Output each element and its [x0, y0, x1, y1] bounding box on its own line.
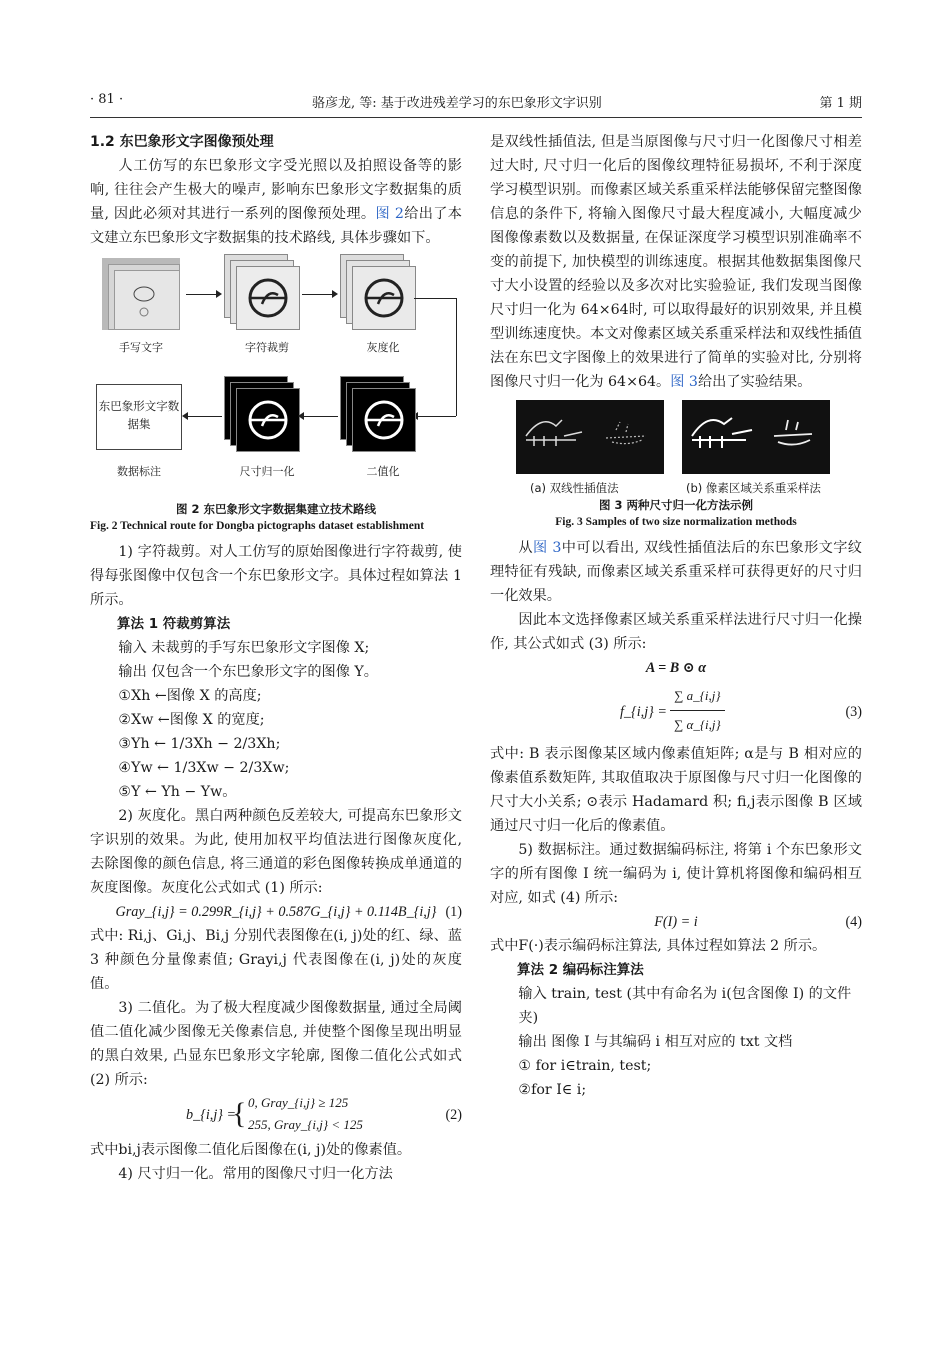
alg1-step-5: ⑤Y ← Yh − Yw。 [118, 784, 237, 800]
label-gray: 灰度化 [366, 341, 400, 354]
fig3-link[interactable]: 图 3 [670, 374, 698, 390]
pictograph-icon [682, 400, 830, 474]
continued-paragraph: 是双线性插值法, 但是当原图像与尺寸归一化图像尺寸相差过大时, 尺寸归一化后的图像纹理特征易损坏, 不利于深度学习模型识别。而像素区域关系重采样法能够保留完整图像信息的条件下, 将输入图像尺寸最大程度减小, 大幅度减少图像像素数以及数据量, 在保证深度学习模型识别准确率不变的前提下, 加快模型的训练速度。根据其他数据集图像尺寸大小设置的经验以及多次对比实验验证, 我们发现当图像尺寸归一化为 64×64时, 可以取得最好的识别效果, 并且模型训练速度快。本文对像素区域关系重采样法和双线性插值法在东巴文字图像上的效果进行了简单的实验对比, 分别将图像尺寸归一化为 64×64。图 3给出了实验结果。 [490, 134, 862, 390]
binary-stack [352, 388, 416, 452]
label-bilinear: (a) 双线性插值法 [530, 481, 619, 495]
arrow-2 [302, 294, 336, 295]
arrow-1 [186, 294, 220, 295]
figure-2 [90, 254, 462, 494]
fig3-link-2[interactable]: 图 3 [532, 540, 562, 556]
label-annotate: 数据标注 [117, 465, 161, 478]
bilinear-sample [516, 400, 664, 474]
equation-1: Gray_{i,j} = 0.299R_{i,j} + 0.587G_{i,j} + 0.114B_{i,j} (1) [115, 904, 462, 920]
gray-paragraph: 2) 灰度化。黑白两种颜色反差较大, 可提高东巴象形文字识别的效果。为此, 使用加权平均值法进行图像灰度化, 去除图像的颜色信息, 将三通道的彩色图像转换成单通道的灰度图像。灰度化公式如式 (1) 所示: [90, 808, 462, 896]
choose-paragraph: 因此本文选择像素区域关系重采样法进行尺寸归一化操作, 其公式如式 (3) 所示: [490, 612, 862, 652]
pictograph-icon [516, 400, 664, 474]
fig3-caption-cn: 图 3 两种尺寸归一化方法示例 [598, 498, 753, 512]
binary-note: 式中bi,j表示图像二值化后图像在(i, j)处的像素值。 [90, 1142, 412, 1158]
fig2-caption-en: Fig. 2 Technical route for Dongba pictographs dataset establishment [90, 520, 425, 532]
alg2-step-2: ②for I∈ i; [518, 1082, 587, 1098]
section-title: 1.2 东巴象形文字图像预处理 [90, 134, 274, 150]
gray-stack [352, 266, 416, 330]
pictograph-icon [353, 389, 415, 451]
arrow-4 [188, 416, 222, 417]
eq3-note: 式中: B 表示图像某区域内像素值矩阵; α是与 B 相对应的像素值系数矩阵, 其取值取决于原图像与尺寸归一化图像的尺寸大小关系; ⊙表示 Hadamard 积; fi,j表示图像 B 区域通过尺寸归一化后的像素值。 [490, 746, 862, 834]
alg1-step-4: ④Yw ← 1/3Xw − 2/3Xw; [118, 760, 290, 776]
alg1-input: 输入 未裁剪的手写东巴象形文字图像 X; [118, 640, 370, 656]
page-number: · 81 · [90, 92, 124, 107]
issue-number: 第 1 期 [819, 96, 862, 111]
figure-3 [490, 400, 862, 496]
alg2-output: 输出 图像 I 与其编码 i 相互对应的 txt 文档 [518, 1034, 793, 1050]
fig2-caption-cn: 图 2 东巴象形文字数据集建立技术路线 [175, 502, 376, 516]
dataset-box: 东巴象形文字数据集 [96, 384, 182, 450]
left-column [90, 130, 462, 1186]
resize-paragraph: 4) 尺寸归一化。常用的图像尺寸归一化方法 [118, 1166, 393, 1182]
pictograph-icon [353, 267, 415, 329]
label-resize: 尺寸归一化 [239, 465, 295, 478]
gray-note: 式中: Ri,j、Gi,j、Bi,j 分别代表图像在(i, j)处的红、绿、蓝 3 种颜色分量像素值; Grayi,j 代表图像在(i, j)处的灰度值。 [90, 928, 462, 992]
binary-paragraph: 3) 二值化。为了极大程度减少图像数据量, 通过全局阈值二值化减少图像无关像素信息, 并使整个图像呈现出明显的黑白效果, 凸显东巴象形文字轮廓, 图像二值化公式如式 (2) 所示: [90, 1000, 462, 1088]
crop-paragraph: 1) 字符裁剪。对人工仿写的原始图像进行字符裁剪, 使得每张图像中仅包含一个东巴象形文字。具体过程如算法 1 所示。 [90, 544, 462, 608]
alg1-step-3: ③Yh ← 1/3Xh − 2/3Xh; [118, 736, 281, 752]
alg1-title: 算法 1 符裁剪算法 [117, 616, 231, 632]
pictograph-icon [237, 389, 299, 451]
photo-stack [102, 258, 180, 330]
arrow-3-head [298, 412, 304, 420]
header-rule [90, 117, 862, 118]
arrow-4-head [182, 412, 188, 420]
annotate-paragraph: 5) 数据标注。通过数据编码标注, 将第 i 个东巴象形文字的所有图像 I 统一编码为 i, 使计算机将图像和编码相互对应, 如式 (4) 所示: [490, 842, 862, 906]
label-area: (b) 像素区域关系重采样法 [686, 481, 821, 495]
from-fig3-paragraph: 从图 3中可以看出, 双线性插值法后的东巴象形文字纹理特征有残缺, 而像素区域关系重采样可获得更好的尺寸归一化效果。 [490, 540, 862, 604]
crop-stack [236, 266, 300, 330]
equation-3: f_{i,j} = $\frac{\sum a\_\{i,j\}}{\sum \alpha\_\{i,j\}}$ (3) [490, 680, 862, 742]
equation-3a: A = B ⊙ α [645, 660, 707, 676]
connector-h [414, 298, 456, 299]
intro-paragraph: 人工仿写的东巴象形文字受光照以及拍照设备等的影响, 往往会产生极大的噪声, 影响东巴象形文字数据集的质量, 因此必须对其进行一系列的图像预处理。图 2给出了本文建立东巴象形文字数据集的技术路线, 具体步骤如下。 [90, 158, 462, 246]
alg2-input: 输入 train, test (其中有命名为 i(包含图像 I) 的文件夹) [518, 986, 852, 1026]
pictograph-icon [124, 280, 164, 320]
label-binary: 二值化 [366, 465, 400, 478]
eq4-note: 式中F(·)表示编码标注算法, 具体过程如算法 2 所示。 [490, 938, 827, 954]
fig3-caption-en: Fig. 3 Samples of two size normalization methods [555, 516, 797, 528]
area-resample-sample [682, 400, 830, 474]
pictograph-icon [237, 267, 299, 329]
arrow-3 [304, 416, 338, 417]
arrow-1-head [216, 290, 222, 298]
alg1-step-2: ②Xw ←图像 X 的宽度; [118, 712, 265, 728]
label-handwritten: 手写文字 [119, 341, 163, 354]
right-column [490, 130, 862, 1102]
running-title: 骆彦龙, 等: 基于改进残差学习的东巴象形文字识别 [312, 96, 602, 111]
connector-v [456, 298, 457, 416]
alg2-title: 算法 2 编码标注算法 [517, 962, 644, 978]
equation-2: b_{i,j} = { 0, Gray_{i,j} ≥ 125 255, Gray_{i,j} < 125 (2) [186, 1095, 462, 1132]
fig2-link[interactable]: 图 2 [375, 206, 404, 222]
alg2-step-1: ① for i∈train, test; [518, 1058, 652, 1074]
alg1-output: 输出 仅包含一个东巴象形文字的图像 Y。 [118, 664, 378, 680]
label-crop: 字符裁剪 [245, 341, 289, 354]
alg1-step-1: ①Xh ←图像 X 的高度; [118, 688, 262, 704]
connector-h2 [418, 416, 456, 417]
page-header [90, 92, 862, 114]
arrow-2-head [332, 290, 338, 298]
equation-4: F(I) = i (4) [654, 914, 862, 930]
resize-stack [236, 388, 300, 452]
